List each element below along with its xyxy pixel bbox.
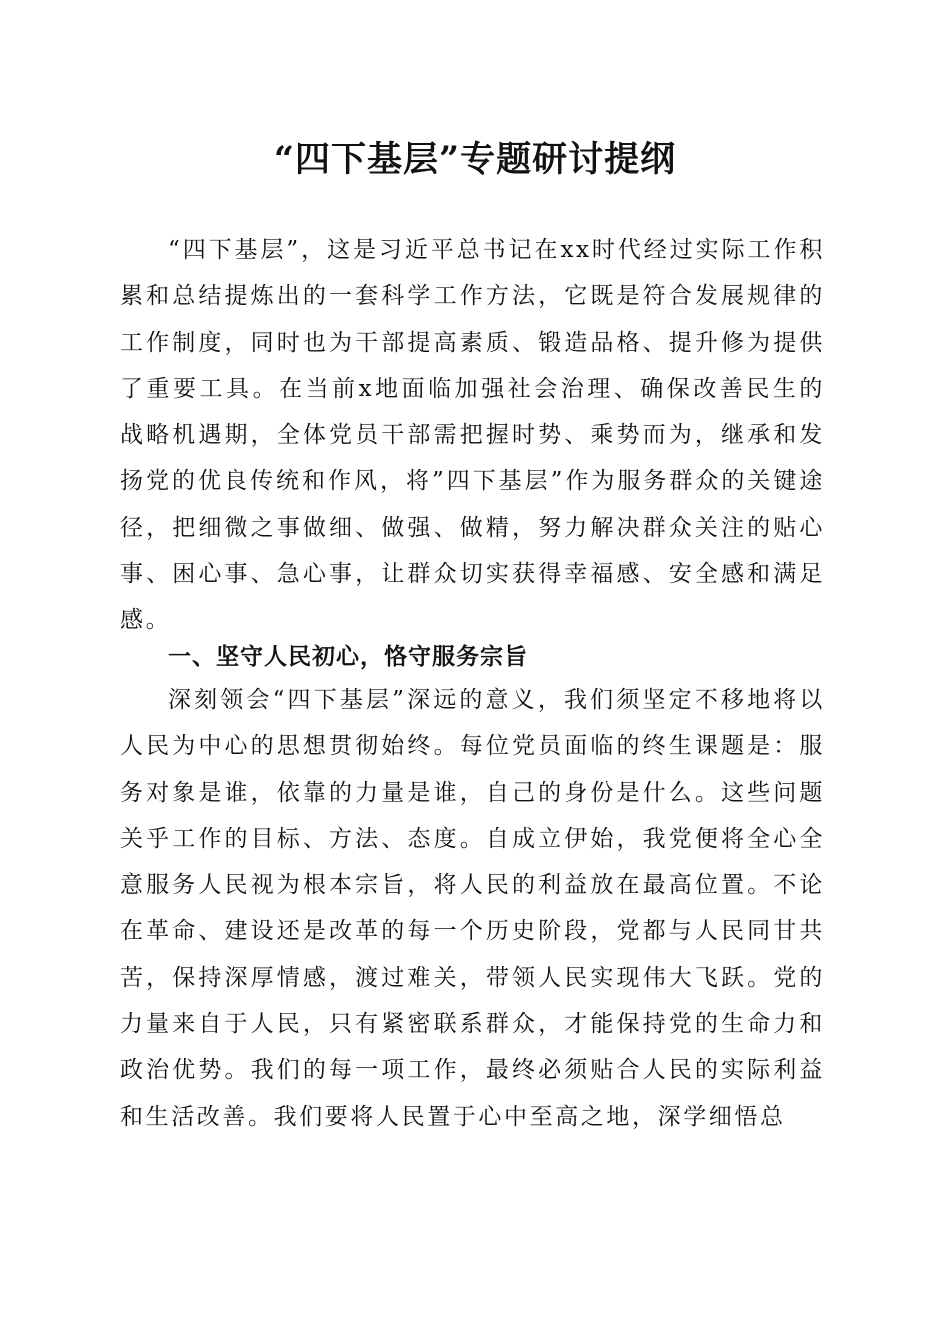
section-1-paragraph: 深刻领会“四下基层”深远的意义，我们须坚定不移地将以人民为中心的思想贯彻始终。每位党员面临的终生课题是：服务对象是谁，依靠的力量是谁，自己的身份是什么。这些问题关乎工作的目标、方法、态度。自成立伊始，我党便将全心全意服务人民视为根本宗旨，将人民的利益放在最高位置。不论在革命、建设还是改革的每一个历史阶段，党都与人民同甘共苦，保持深厚情感，渡过难关，带领人民实现伟大飞跃。党的力量来自于人民，只有紧密联系群众，才能保持党的生命力和政治优势。我们的每一项工作，最终必须贴合人民的实际利益和生活改善。我们要将人民置于心中至高之地，深学细悟总 — [120, 687, 825, 1130]
document-title: “四下基层”专题研讨提纲 — [273, 139, 677, 180]
intro-paragraph: “四下基层”，这是习近平总书记在xx时代经过实际工作积累和总结提炼出的一套科学工作方法，它既是符合发展规律的工作制度，同时也为干部提高素质、锻造品格、提升修为提供了重要工具。在当前x地面临加强社会治理、确保改善民生的战略机遇期，全体党员干部需把握时势、乘势而为，继承和发扬党的优良传统和作风，将”四下基层”作为服务群众的关键途径，把细微之事做细、做强、做精，努力解决群众关注的贴心事、困心事、急心事，让群众切实获得幸福感、安全感和满足感。 — [120, 237, 825, 634]
section-heading-1: 一、坚守人民初心，恪守服务宗旨 — [168, 644, 528, 670]
